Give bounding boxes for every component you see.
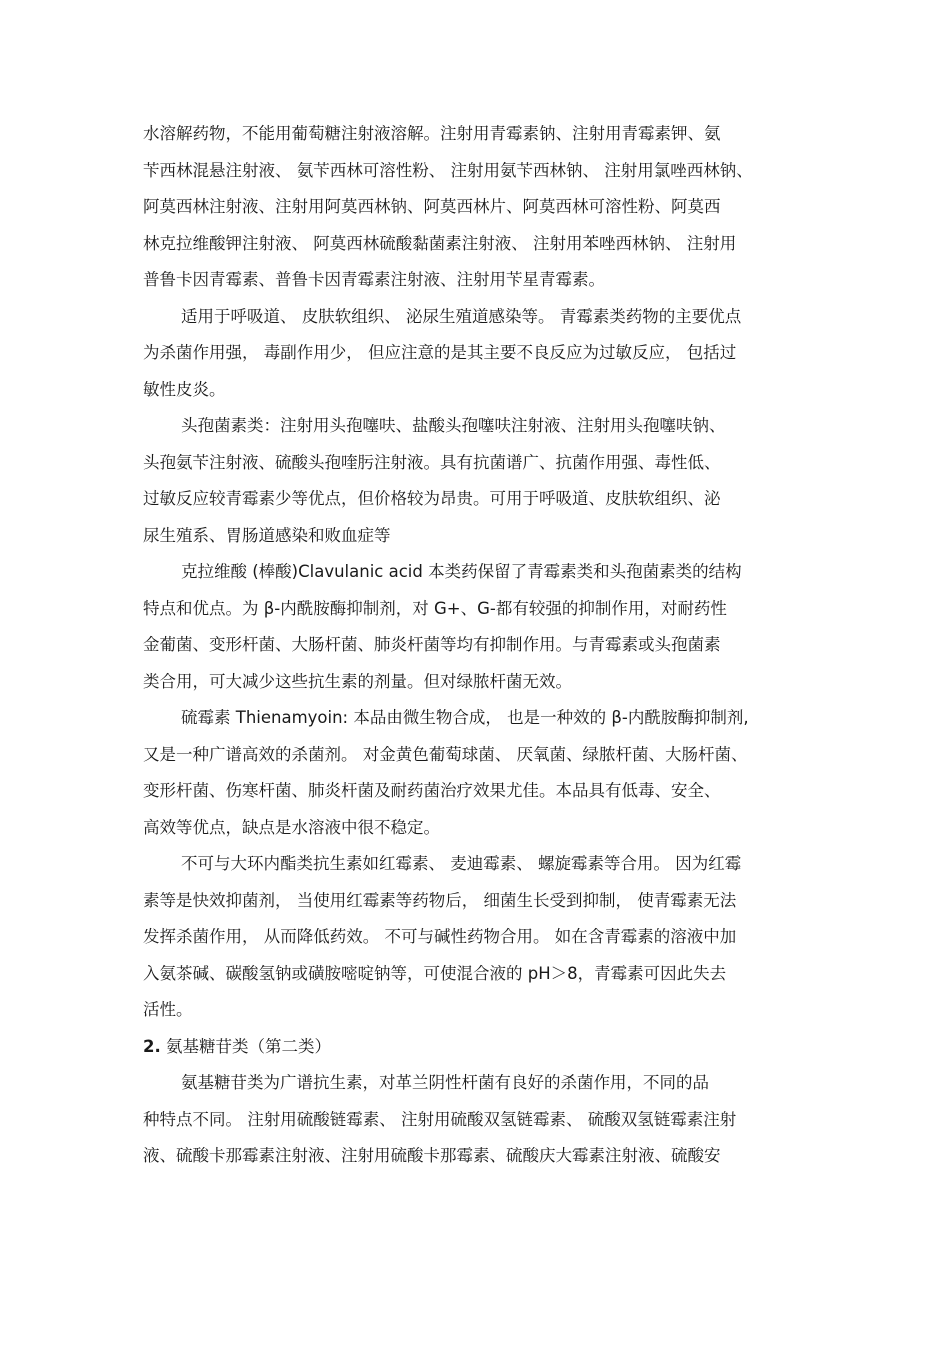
text-line: 活性。 xyxy=(143,1000,193,1019)
text-line: 过敏反应较青霉素少等优点，但价格较为昂贵。可用于呼吸道、皮肤软组织、泌 xyxy=(143,489,721,508)
paragraph-indications xyxy=(143,303,813,413)
paragraph-aminoglycosides xyxy=(143,1069,813,1179)
text-line: 水溶解药物，不能用葡萄糖注射液溶解。注射用青霉素钠、注射用青霉素钾、氨 xyxy=(143,124,721,143)
text-line: 种特点不同。 注射用硫酸链霉素、 注射用硫酸双氢链霉素、 硫酸双氢链霉素注射 xyxy=(143,1109,737,1129)
text-line: 为杀菌作用强， 毒副作用少， 但应注意的是其主要不良反应为过敏反应， 包括过 xyxy=(143,343,737,362)
paragraph-clavulanic-acid xyxy=(143,558,813,704)
text-line: 金葡菌、变形杆菌、大肠杆菌、肺炎杆菌等均有抑制作用。与青霉素或头孢菌素 xyxy=(143,635,721,654)
text-line: 氨基糖苷类为广谱抗生素，对革兰阴性杆菌有良好的杀菌作用，不同的品 xyxy=(181,1073,709,1092)
text-line: 尿生殖系、胃肠道感染和败血症等 xyxy=(143,525,391,545)
text-line: 又是一种广谱高效的杀菌剂。 对金黄色葡萄球菌、 厌氧菌、绿脓杆菌、大肠杆菌、 xyxy=(143,744,748,764)
paragraph-penicillin-products xyxy=(143,120,813,303)
text-line: 液、硫酸卡那霉素注射液、注射用硫酸卡那霉素、硫酸庆大霉素注射液、硫酸安 xyxy=(143,1146,721,1165)
text-line: 敏性皮炎。 xyxy=(143,379,226,399)
paragraph-cephalosporins xyxy=(143,412,813,558)
text-line: 克拉维酸 (棒酸)Clavulanic acid 本类药保留了青霉素类和头孢菌素类的结构 xyxy=(181,562,742,581)
text-line: 不可与大环内酯类抗生素如红霉素、 麦迪霉素、 螺旋霉素等合用。 因为红霉 xyxy=(181,854,742,873)
section-title: 氨基糖苷类（第二类） xyxy=(166,1036,331,1056)
text-line: 高效等优点，缺点是水溶液中很不稳定。 xyxy=(143,817,440,837)
text-line: 林克拉维酸钾注射液、 阿莫西林硫酸黏菌素注射液、 注射用苯唑西林钠、 注射用 xyxy=(143,233,737,253)
text-line: 适用于呼吸道、 皮肤软组织、 泌尿生殖道感染等。 青霉素类药物的主要优点 xyxy=(181,306,742,326)
text-line: 入氨茶碱、碳酸氢钠或磺胺嘧啶钠等，可使混合液的 pH＞8，青霉素可因此失去 xyxy=(143,963,727,983)
text-line: 特点和优点。为 β-内酰胺酶抑制剂，对 G+、G-都有较强的抑制作用，对耐药性 xyxy=(143,598,727,618)
text-line: 阿莫西林注射液、注射用阿莫西林钠、阿莫西林片、阿莫西林可溶性粉、阿莫西 xyxy=(143,197,721,216)
text-line: 苄西林混悬注射液、 氨苄西林可溶性粉、 注射用氨苄西林钠、 注射用氯唑西林钠、 xyxy=(143,160,753,180)
section-heading xyxy=(143,1033,813,1070)
section-number: 2. xyxy=(143,1036,161,1056)
paragraph-thienamycin xyxy=(143,704,813,850)
text-line: 类合用，可大减少这些抗生素的剂量。但对绿脓杆菌无效。 xyxy=(143,671,572,691)
text-line: 头孢菌素类：注射用头孢噻呋、盐酸头孢噻呋注射液、注射用头孢噻呋钠、 xyxy=(181,416,726,435)
text-line: 硫霉素 Thienamyoin: 本品由微生物合成， 也是一种效的 β-内酰胺酶抑制剂, xyxy=(181,708,749,727)
paragraph-contraindications xyxy=(143,850,813,1033)
text-line: 素等是快效抑菌剂， 当使用红霉素等药物后， 细菌生长受到抑制， 使青霉素无法 xyxy=(143,890,737,910)
text-line: 普鲁卡因青霉素、普鲁卡因青霉素注射液、注射用苄星青霉素。 xyxy=(143,270,605,289)
text-line: 发挥杀菌作用， 从而降低药效。 不可与碱性药物合用。 如在含青霉素的溶液中加 xyxy=(143,927,737,946)
text-line: 头孢氨苄注射液、硫酸头孢喹肟注射液。具有抗菌谱广、抗菌作用强、毒性低、 xyxy=(143,452,721,472)
document-body xyxy=(143,120,813,1179)
text-line: 变形杆菌、伤寒杆菌、肺炎杆菌及耐药菌治疗效果尤佳。本品具有低毒、安全、 xyxy=(143,781,721,800)
